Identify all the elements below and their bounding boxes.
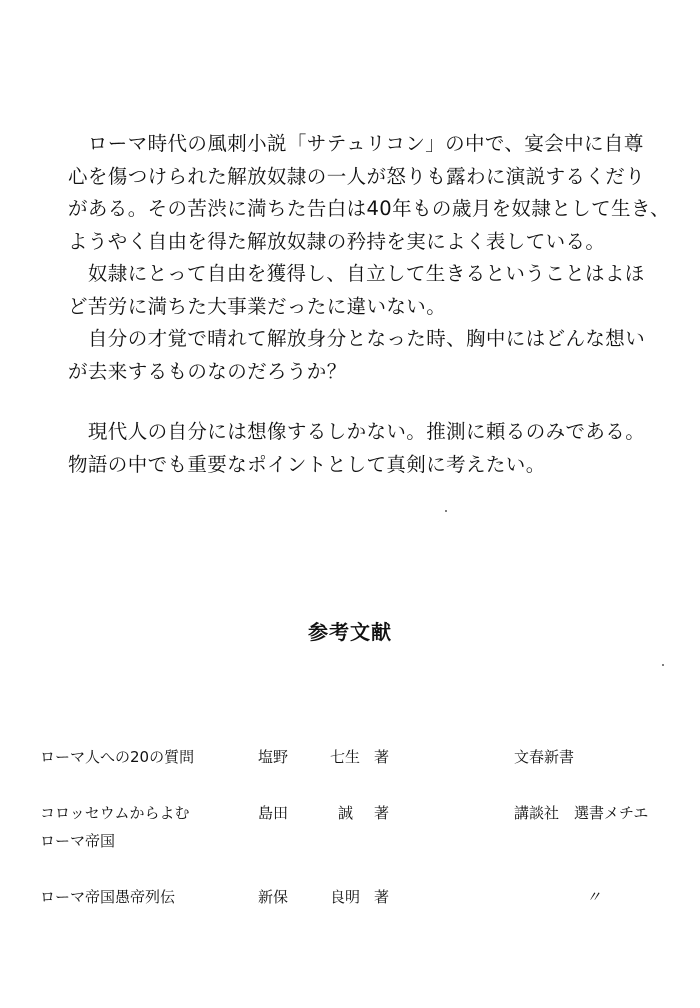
essay-line: 心を傷つけられた解放奴隷の一人が怒りも露わに演説するくだり: [68, 164, 646, 188]
scan-speck: [445, 510, 447, 512]
reference-title-line: ローマ帝国愚帝列伝: [40, 888, 176, 906]
paragraph-gap: [68, 388, 658, 416]
author-mark: 著: [374, 888, 390, 906]
publisher: 文春新書: [514, 748, 575, 766]
reference-title: [40, 802, 240, 852]
references-heading: 参考文献: [308, 620, 392, 644]
reference-title-line: ローマ人への20の質問: [40, 748, 195, 766]
reference-title: [40, 886, 240, 908]
essay-line: 現代人の自分には想像するしかない。推測に頼るのみである。: [68, 420, 646, 443]
essay-line: ようやく自由を得た解放奴隷の矜持を実によく表している。: [68, 229, 606, 253]
author-surname: 塩野: [258, 748, 289, 766]
essay-body: [68, 128, 670, 481]
reference-title-line: ローマ帝国: [40, 832, 116, 850]
essay-line: が去来するものなのだろうか？: [68, 359, 347, 383]
author-given-name: 七生: [330, 748, 361, 766]
scan-speck: [662, 664, 664, 666]
essay-line: 物語の中でも重要なポイントとして真剣に考えたい。: [68, 452, 546, 476]
reference-item: [0, 886, 700, 946]
essay-line: 奴隷にとって自由を獲得し、自立して生きるということはよほ: [68, 262, 645, 285]
publisher-ditto-mark: 〃: [586, 888, 602, 906]
author-given-name: 良明: [330, 888, 361, 906]
reference-item: [0, 746, 700, 806]
essay-line: ど苦労に満ちた大事業だったに違いない。: [68, 294, 447, 318]
reference-title-line: コロッセウムからよむ: [40, 804, 190, 822]
author-mark: 著: [374, 748, 390, 766]
essay-line: 自分の才覚で晴れて解放身分となった時、胸中にはどんな想い: [68, 327, 646, 350]
reference-title: [40, 746, 240, 768]
author-surname: 島田: [258, 804, 289, 822]
reference-item: [0, 802, 700, 862]
publisher: 講談社 選書メチエ: [514, 804, 649, 822]
author-mark: 著: [374, 804, 390, 822]
essay-line: がある。その苦渋に満ちた告白は40年もの歳月を奴隷として生き、: [68, 197, 670, 220]
essay-line: ローマ時代の風刺小説「サテュリコン」の中で、宴会中に自尊: [68, 132, 644, 155]
author-given-name: 誠: [338, 804, 354, 822]
author-surname: 新保: [258, 888, 289, 906]
